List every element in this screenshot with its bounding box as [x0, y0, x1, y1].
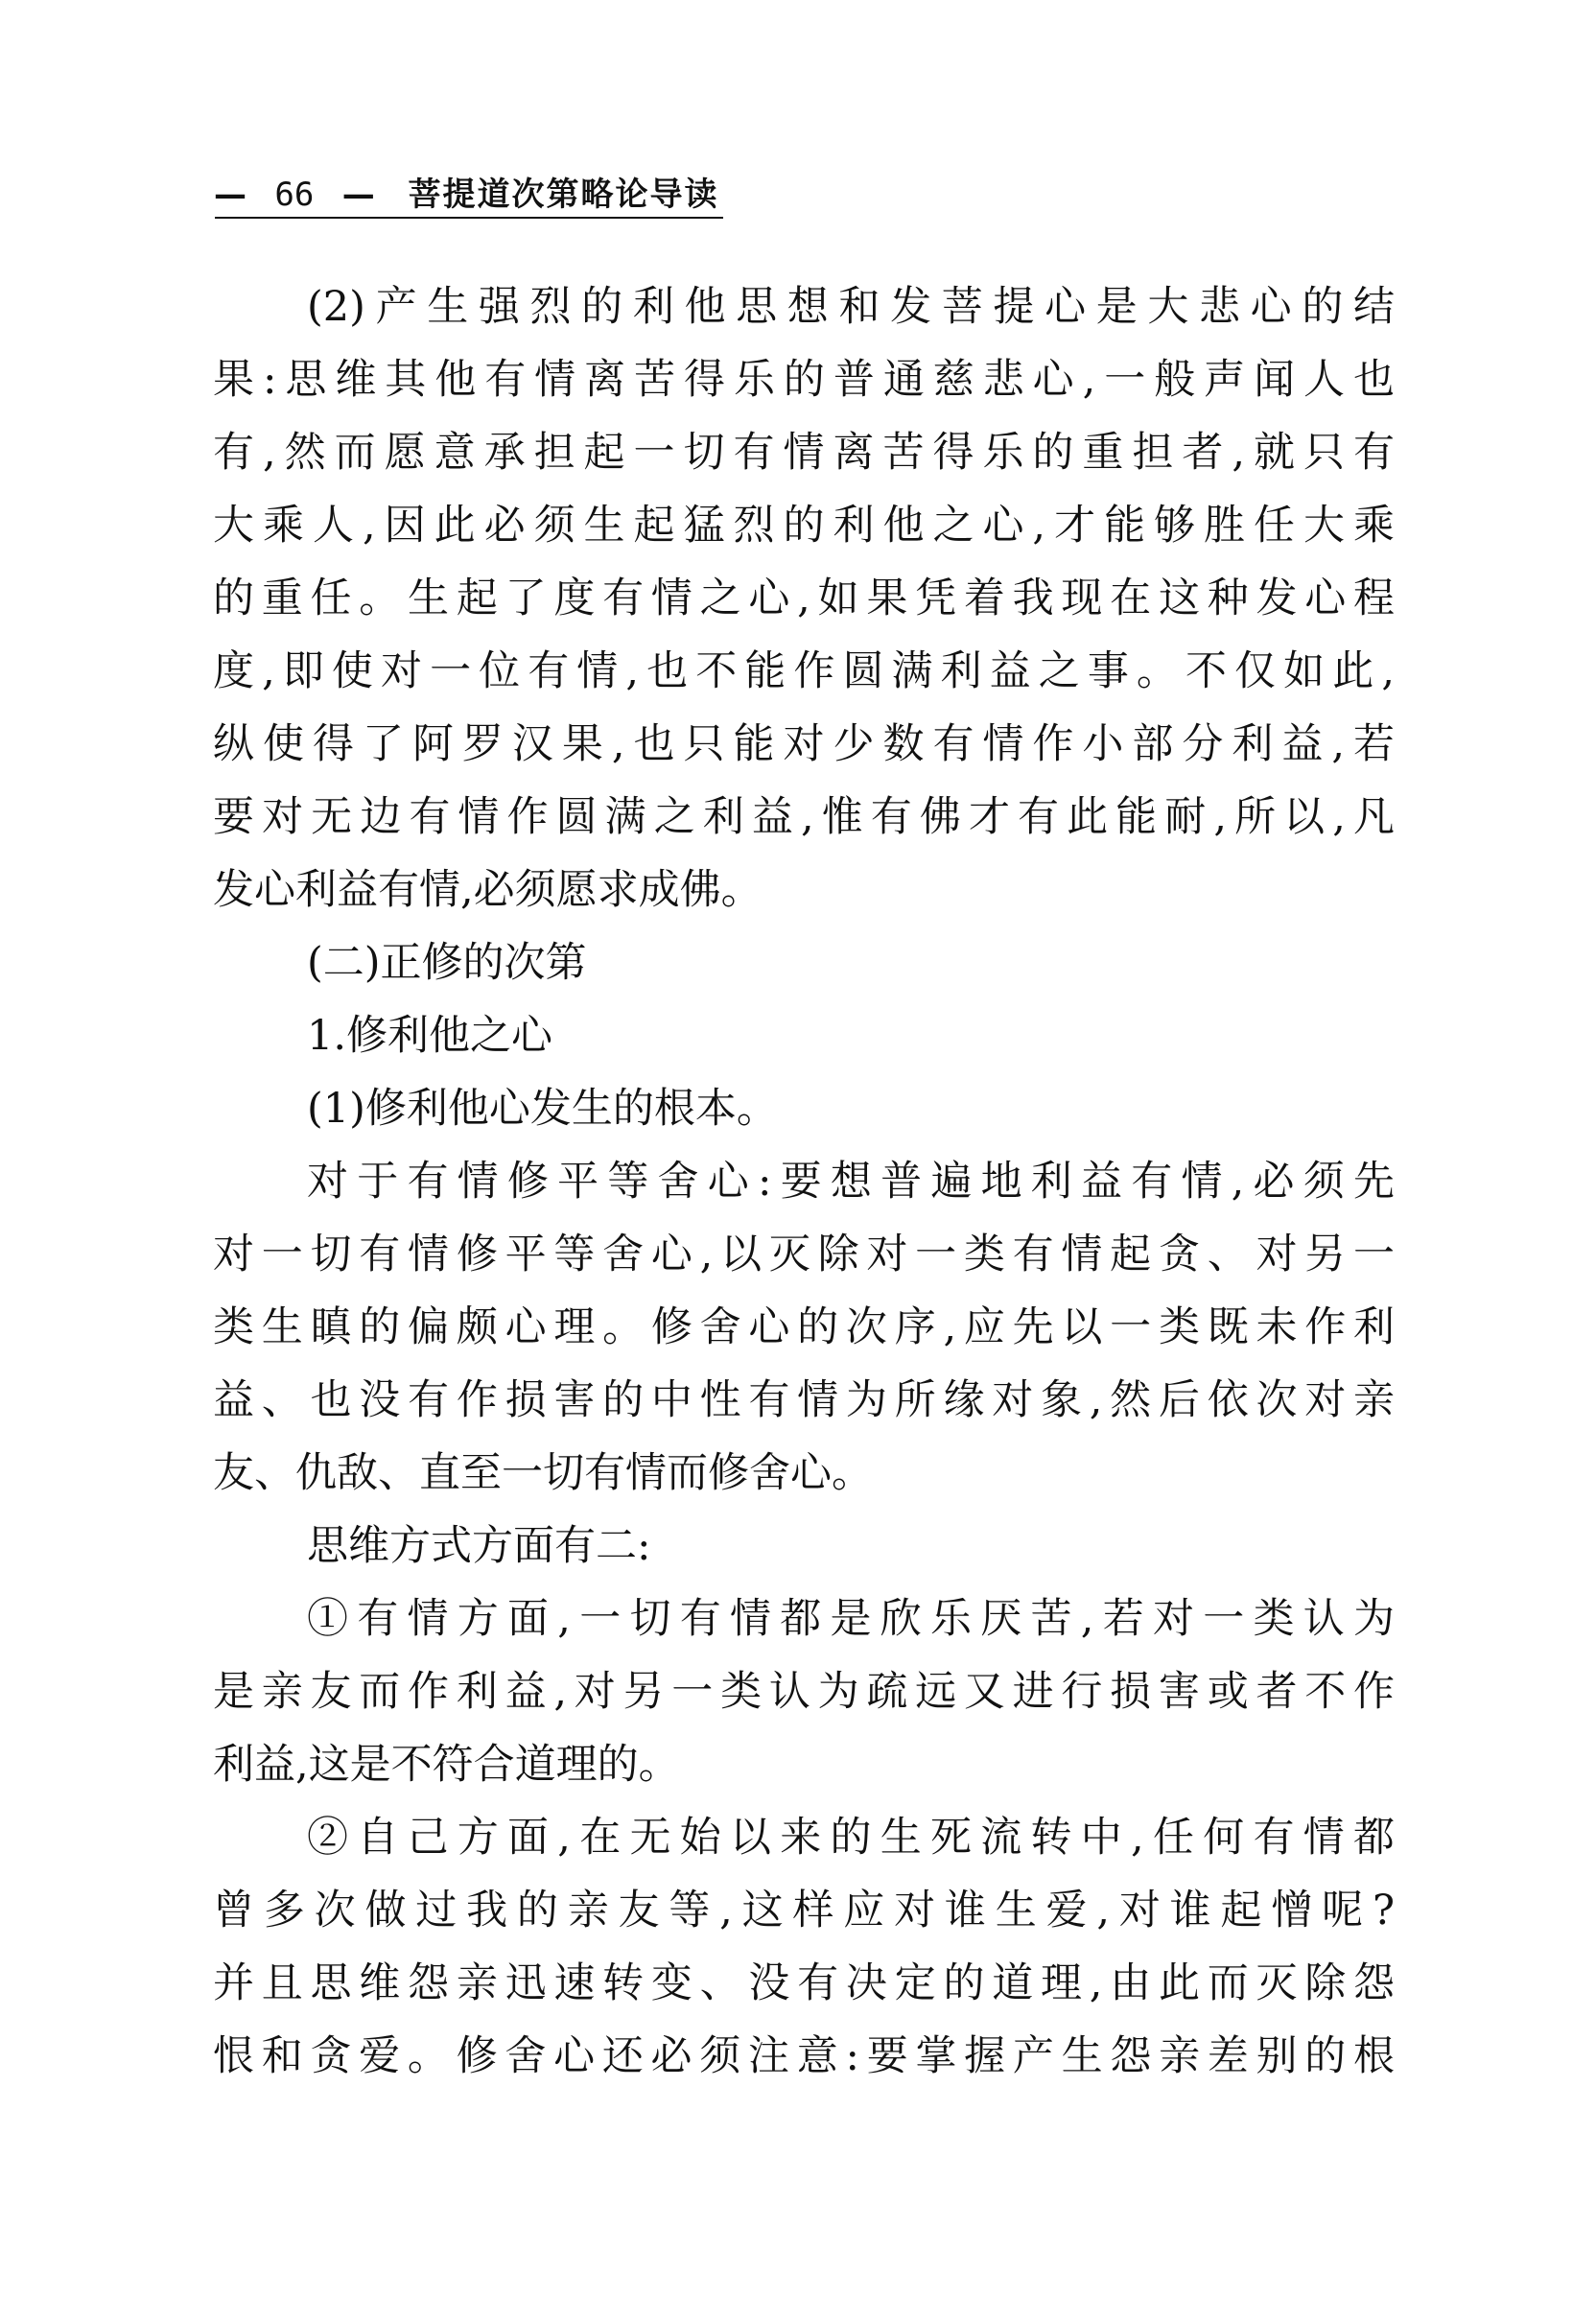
text-line: 对于有情修平等舍心:要想普遍地利益有情,必须先: [307, 1158, 1395, 1206]
text-line: 纵使得了阿罗汉果,也只能对少数有情作小部分利益,若: [213, 720, 1395, 768]
paragraph-1: [213, 270, 1395, 926]
text-line: 要对无边有情作圆满之利益,惟有佛才有此能耐,所以,凡: [213, 793, 1395, 841]
paragraph-4: [213, 1801, 1395, 2093]
text-line: 对一切有情修平等舍心,以灭除对一类有情起贪、对另一: [213, 1231, 1395, 1278]
text-line: 发心利益有情,必须愿求成佛。: [213, 866, 763, 914]
subsection-heading: 1.修利他之心: [307, 1012, 553, 1060]
page-number: 66: [274, 176, 315, 214]
text-line: 友、仇敌、直至一切有情而修舍心。: [213, 1449, 873, 1497]
running-header: [211, 171, 729, 219]
book-title: 菩提道次第略论导读: [408, 176, 719, 214]
section-heading: (二)正修的次第: [307, 939, 587, 987]
text-line: 恨和贪爱。修舍心还必须注意:要掌握产生怨亲差别的根: [213, 2032, 1395, 2080]
paragraph-2: [213, 1145, 1395, 1510]
text-line: 大乘人,因此必须生起猛烈的利他之心,才能够胜任大乘: [213, 502, 1395, 550]
paragraph-3: [213, 1583, 1395, 1801]
text-line: 是亲友而作利益,对另一类认为疏远又进行损害或者不作: [213, 1668, 1395, 1716]
header-rule: [215, 217, 723, 219]
method-heading: 思维方式方面有二:: [307, 1522, 651, 1570]
text-line: 益、也没有作损害的中性有情为所缘对象,然后依次对亲: [213, 1376, 1395, 1424]
header-dash-left: —: [214, 176, 246, 214]
text-line: 度,即使对一位有情,也不能作圆满利益之事。不仅如此,: [213, 647, 1395, 695]
item-heading: (1)修利他心发生的根本。: [307, 1085, 778, 1133]
header-dash-right: —: [341, 176, 375, 214]
text-line: (2)产生强烈的利他思想和发菩提心是大悲心的结: [307, 283, 1395, 331]
text-line: 果:思维其他有情离苦得乐的普通慈悲心,一般声闻人也: [213, 356, 1395, 404]
page-body: [213, 270, 1395, 2093]
text-line: 并且思维怨亲迅速转变、没有决定的道理,由此而灭除怨: [213, 1959, 1395, 2007]
text-line: 类生瞋的偏颇心理。修舍心的次序,应先以一类既未作利: [213, 1303, 1395, 1351]
text-line: 的重任。生起了度有情之心,如果凭着我现在这种发心程: [213, 574, 1395, 622]
text-line: 有,然而愿意承担起一切有情离苦得乐的重担者,就只有: [213, 429, 1395, 477]
text-line: 曾多次做过我的亲友等,这样应对谁生爱,对谁起憎呢?: [213, 1887, 1395, 1935]
text-line: 利益,这是不符合道理的。: [213, 1741, 680, 1789]
text-line: ①有情方面,一切有情都是欣乐厌苦,若对一类认为: [307, 1595, 1395, 1643]
text-line: ②自己方面,在无始以来的生死流转中,任何有情都: [307, 1814, 1395, 1862]
